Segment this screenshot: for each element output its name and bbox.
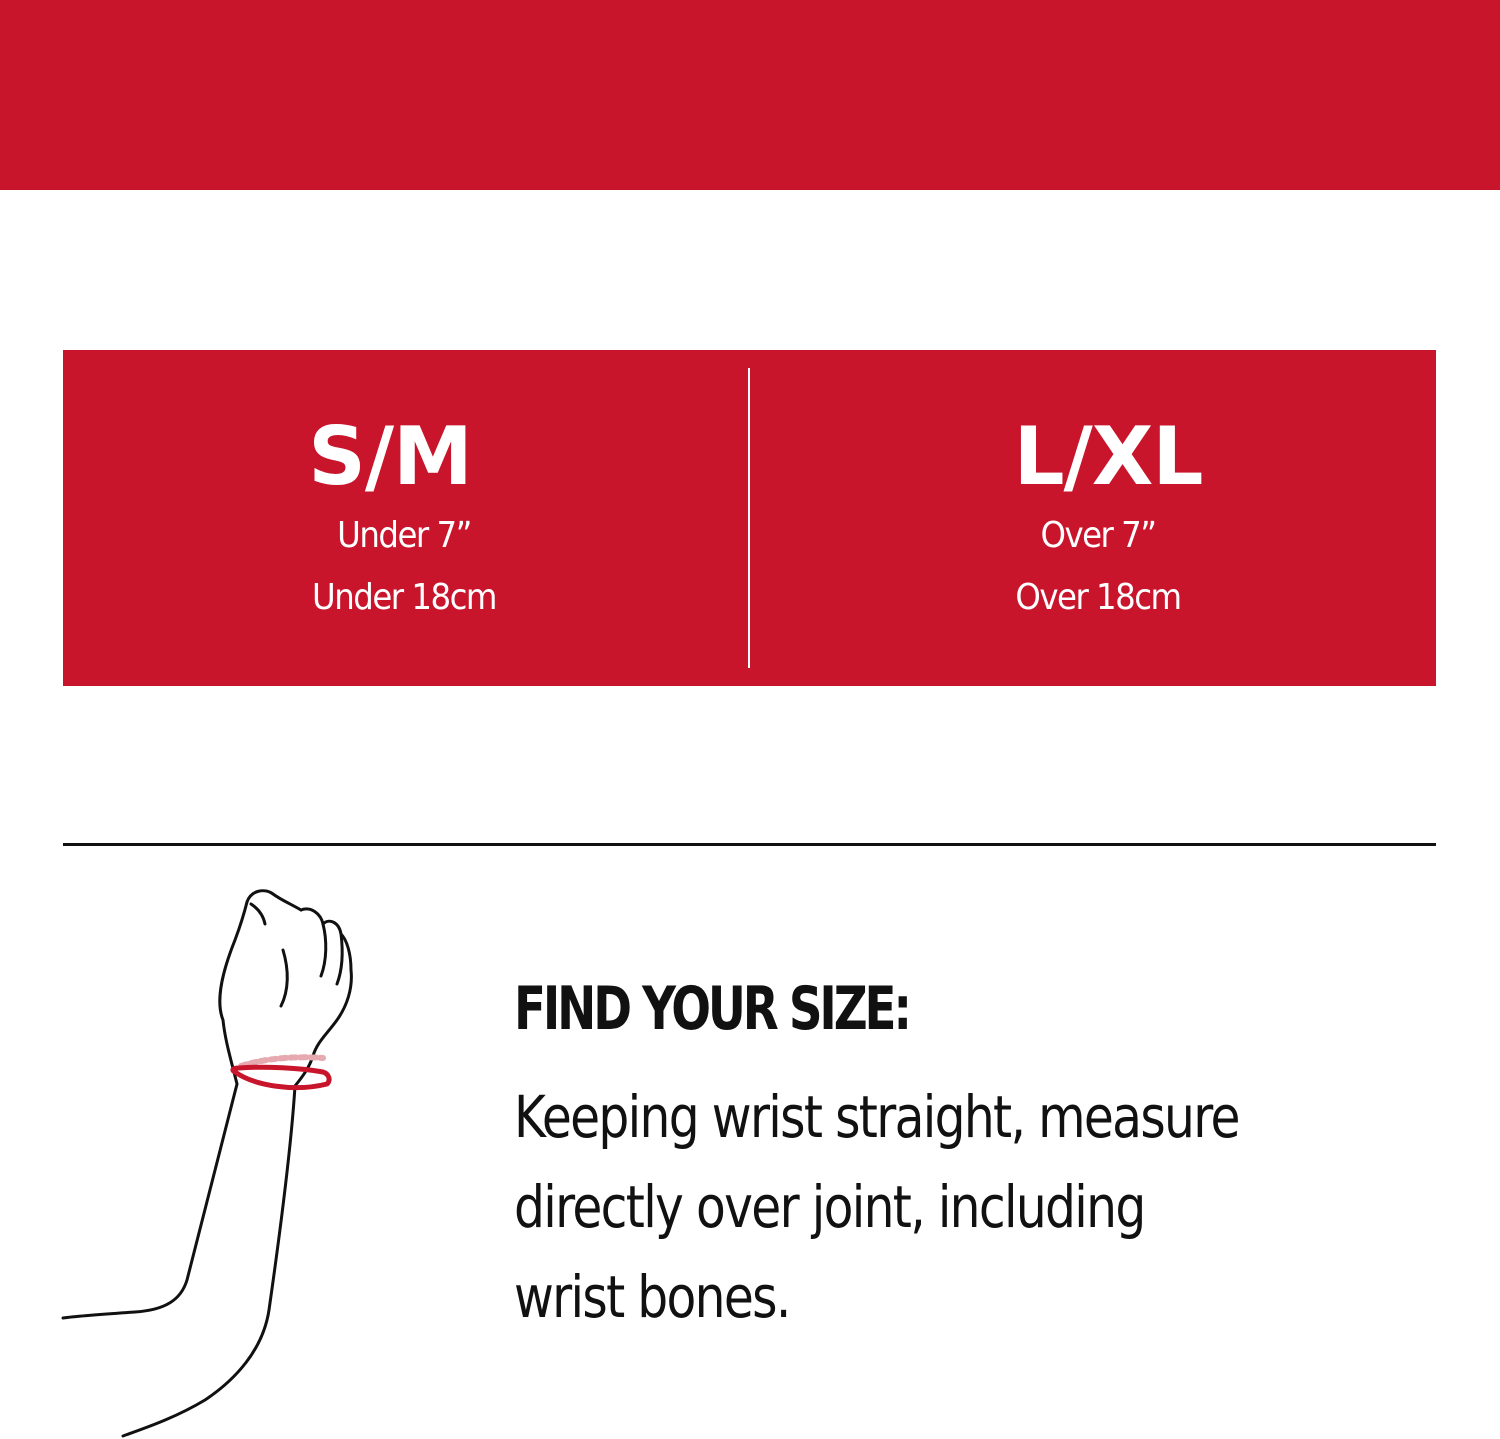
size-metric: Under 18cm [312, 577, 496, 618]
size-option-small-medium [63, 350, 749, 686]
size-metric: Over 18cm [1015, 577, 1181, 618]
size-imperial: Under 7” [337, 515, 471, 556]
size-imperial: Over 7” [1040, 515, 1156, 556]
size-code: S/M [308, 410, 472, 503]
instructions-line: Keeping wrist straight, measure [514, 1083, 1239, 1151]
instructions-line: wrist bones. [514, 1263, 790, 1331]
section-divider [63, 843, 1436, 846]
size-option-large-xlarge [750, 350, 1436, 686]
instructions-line: directly over joint, including [514, 1173, 1145, 1241]
instructions-title: FIND YOUR SIZE: [514, 974, 909, 1044]
size-chart-panel [63, 350, 1436, 686]
top-banner [0, 0, 1500, 190]
size-code: L/XL [1013, 410, 1203, 503]
arm-wrist-measure-icon [55, 880, 375, 1439]
instructions-body [514, 1072, 1239, 1342]
